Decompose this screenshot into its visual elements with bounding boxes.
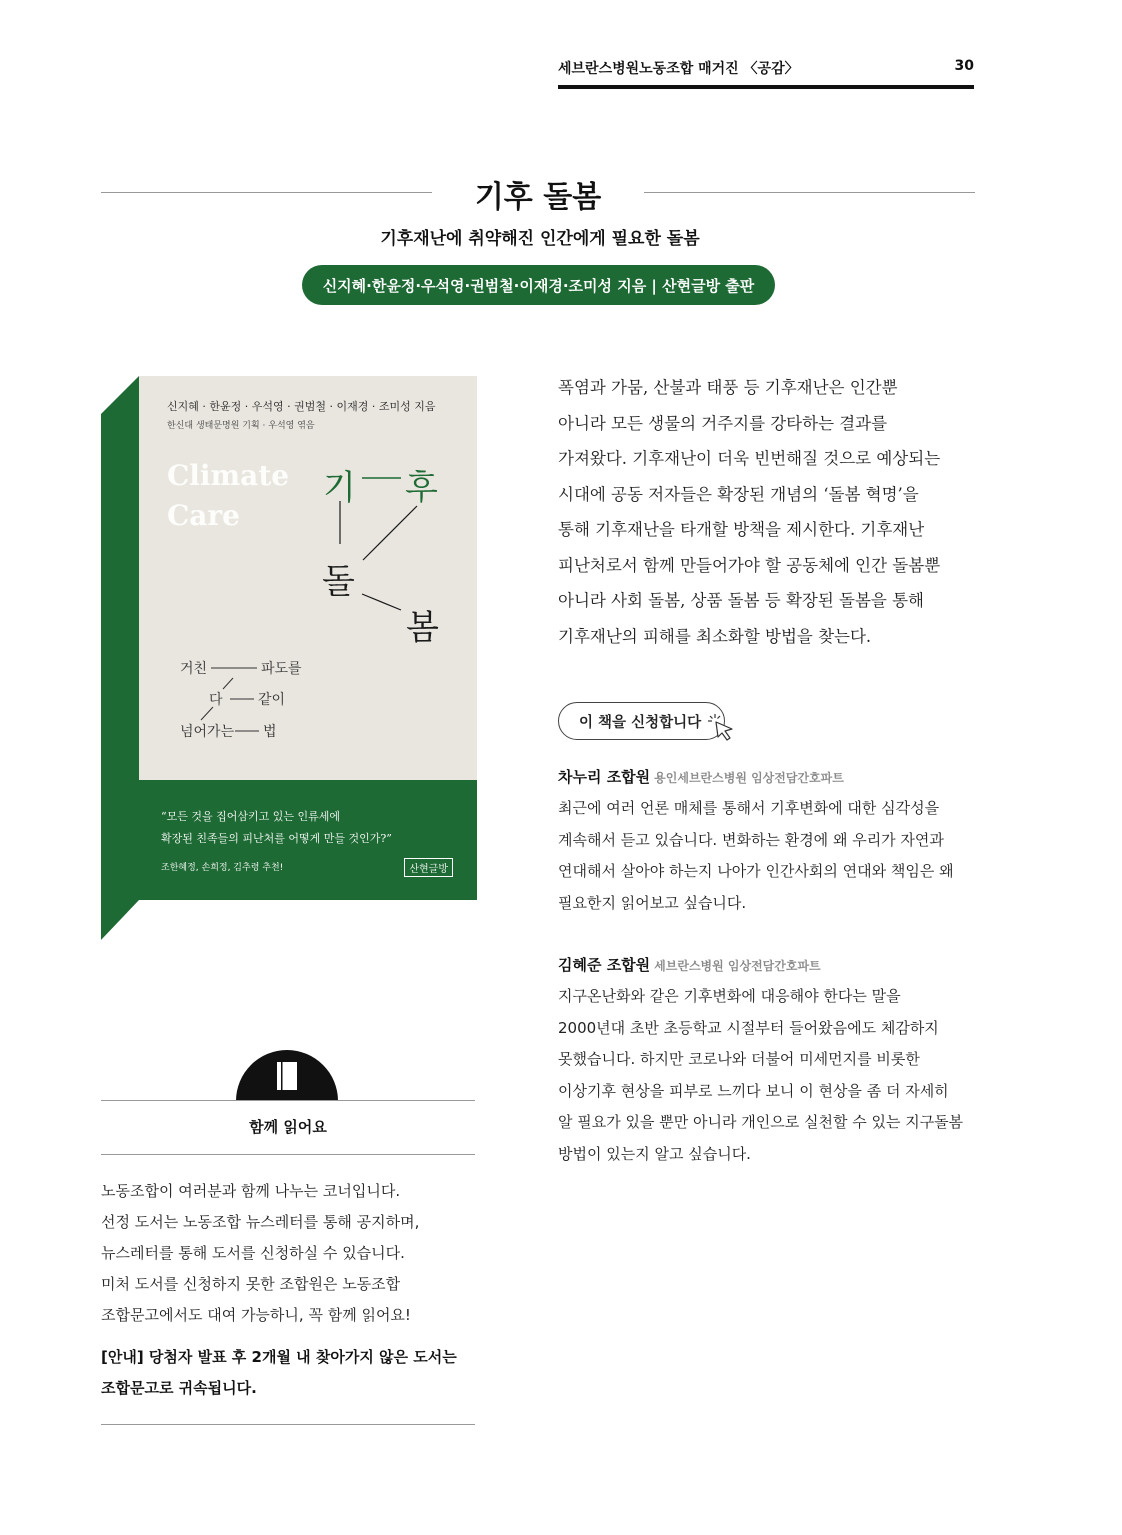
title-rule-right bbox=[644, 192, 975, 193]
apply-book-button[interactable]: 이 책을 신청합니다 bbox=[558, 702, 725, 740]
reviewer-name: 차누리 조합원 bbox=[558, 768, 651, 786]
review-2 bbox=[558, 954, 978, 1170]
header-divider bbox=[558, 85, 974, 89]
together-notice: [안내] 당첨자 발표 후 2개월 내 찾아가지 않은 도서는 조합문고로 귀속됩니다. bbox=[101, 1348, 457, 1397]
section-rule-middle bbox=[101, 1154, 475, 1155]
cursor-click-icon bbox=[706, 712, 738, 744]
book-introduction: 폭염과 가뭄, 산불과 태풍 등 기후재난은 인간뿐 아니라 모든 생물의 거주지를 강타하는 결과를 가져왔다. 기후재난이 더욱 빈번해질 것으로 예상되는 시대에 공동 저자들은 확장된 개념의 ‘돌봄 혁명’을 통해 기후재난을 타개할 방책을 제시한다. 기후재난 피난처로서 함께 만들어가야 할 공동체에 인간 돌봄뿐 아니라 사회 돌봄, 상품 돌봄 등 확장된 돌봄을 통해 기후재난의 피해를 최소화할 방법을 찾는다. bbox=[558, 378, 941, 646]
review-1 bbox=[558, 766, 978, 919]
cover-publisher-logo: 산현글방 bbox=[404, 858, 453, 877]
cover-poem-3a: 넘어가는 bbox=[180, 724, 235, 740]
book-icon bbox=[276, 1061, 298, 1091]
cover-green-band bbox=[139, 780, 477, 900]
cover-poem-2a: 다 bbox=[209, 692, 223, 708]
cover-poem-1b: 파도를 bbox=[261, 661, 302, 677]
cover-recommenders: 조한혜정, 손희정, 김추령 추천! bbox=[161, 863, 284, 873]
magazine-title: 세브란스병원노동조합 매거진 〈공감〉 bbox=[558, 61, 799, 77]
section-rule-bottom bbox=[101, 1424, 475, 1425]
cover-char-bom: 봄 bbox=[406, 608, 439, 648]
book-bottom-side bbox=[101, 900, 479, 940]
reviewer-department: 세브란스병원 임상전담간호파트 bbox=[654, 959, 821, 973]
cover-poem-1a: 거친 bbox=[180, 661, 208, 677]
reviewer-department: 용인세브란스병원 임상전담간호파트 bbox=[654, 771, 844, 785]
section-rule-top bbox=[101, 1100, 475, 1101]
together-description: 노동조합이 여러분과 함께 나누는 코너입니다. 선정 도서는 노동조합 뉴스레터를 통해 공지하며, 뉴스레터를 통해 도서를 신청하실 수 있습니다. 미처 도서를 신청하지 못한 조합원은 노동조합 조합문고에서도 대여 가능하니, 꼭 함께 읽어요! bbox=[101, 1182, 420, 1324]
title-rule-left bbox=[101, 192, 432, 193]
cover-poem-2b: 같이 bbox=[258, 692, 286, 708]
together-title: 함께 읽어요 bbox=[249, 1118, 327, 1136]
cover-planner: 한신대 생태문명원 기획 · 우석영 엮음 bbox=[167, 421, 315, 431]
cover-char-hu: 후 bbox=[405, 468, 438, 508]
reviewer-name: 김혜준 조합원 bbox=[558, 956, 651, 974]
cover-char-dol: 돌 bbox=[322, 562, 355, 602]
book-subtitle: 기후재난에 취약해진 인간에게 필요한 돌봄 bbox=[380, 229, 700, 249]
book-spine-side bbox=[101, 376, 141, 940]
cover-char-gi: 기 bbox=[323, 468, 356, 508]
review-text: 지구온난화와 같은 기후변화에 대응해야 한다는 말을 2000년대 초반 초등학교 시절부터 들어왔음에도 체감하지 못했습니다. 하지만 코로나와 더불어 미세먼지를 비롯한 이상기후 현상을 피부로 느끼다 보니 이 현상을 좀 더 자세히 알 필요가 있을 뿐만 아니라 개인으로 실천할 수 있는 지구돌봄 방법이 있는지 알고 싶습니다. bbox=[558, 987, 964, 1163]
book-title: 기후 돌봄 bbox=[474, 180, 602, 215]
cover-authors: 신지혜 · 한윤정 · 우석영 · 권범철 · 이재경 · 조미성 지음 bbox=[167, 400, 436, 413]
cover-quote: “모든 것을 집어삼키고 있는 인류세에 확장된 친족들의 피난처를 어떻게 만들 것인가?” bbox=[161, 810, 392, 845]
book-credits-badge: 신지혜·한윤정·우석영·권범철·이재경·조미성 지음 | 산현글방 출판 bbox=[302, 265, 775, 305]
book-cover bbox=[139, 376, 477, 900]
cover-title-lines bbox=[139, 376, 477, 776]
cover-english-title: Climate Care bbox=[167, 459, 290, 532]
page-number: 30 bbox=[954, 58, 974, 74]
cover-poem-3b: 법 bbox=[263, 724, 277, 740]
review-text: 최근에 여러 언론 매체를 통해서 기후변화에 대한 심각성을 계속해서 듣고 있습니다. 변화하는 환경에 왜 우리가 자연과 연대해서 살아야 하는지 나아가 인간사회의 연대와 책임은 왜 필요한지 읽어보고 싶습니다. bbox=[558, 799, 954, 912]
